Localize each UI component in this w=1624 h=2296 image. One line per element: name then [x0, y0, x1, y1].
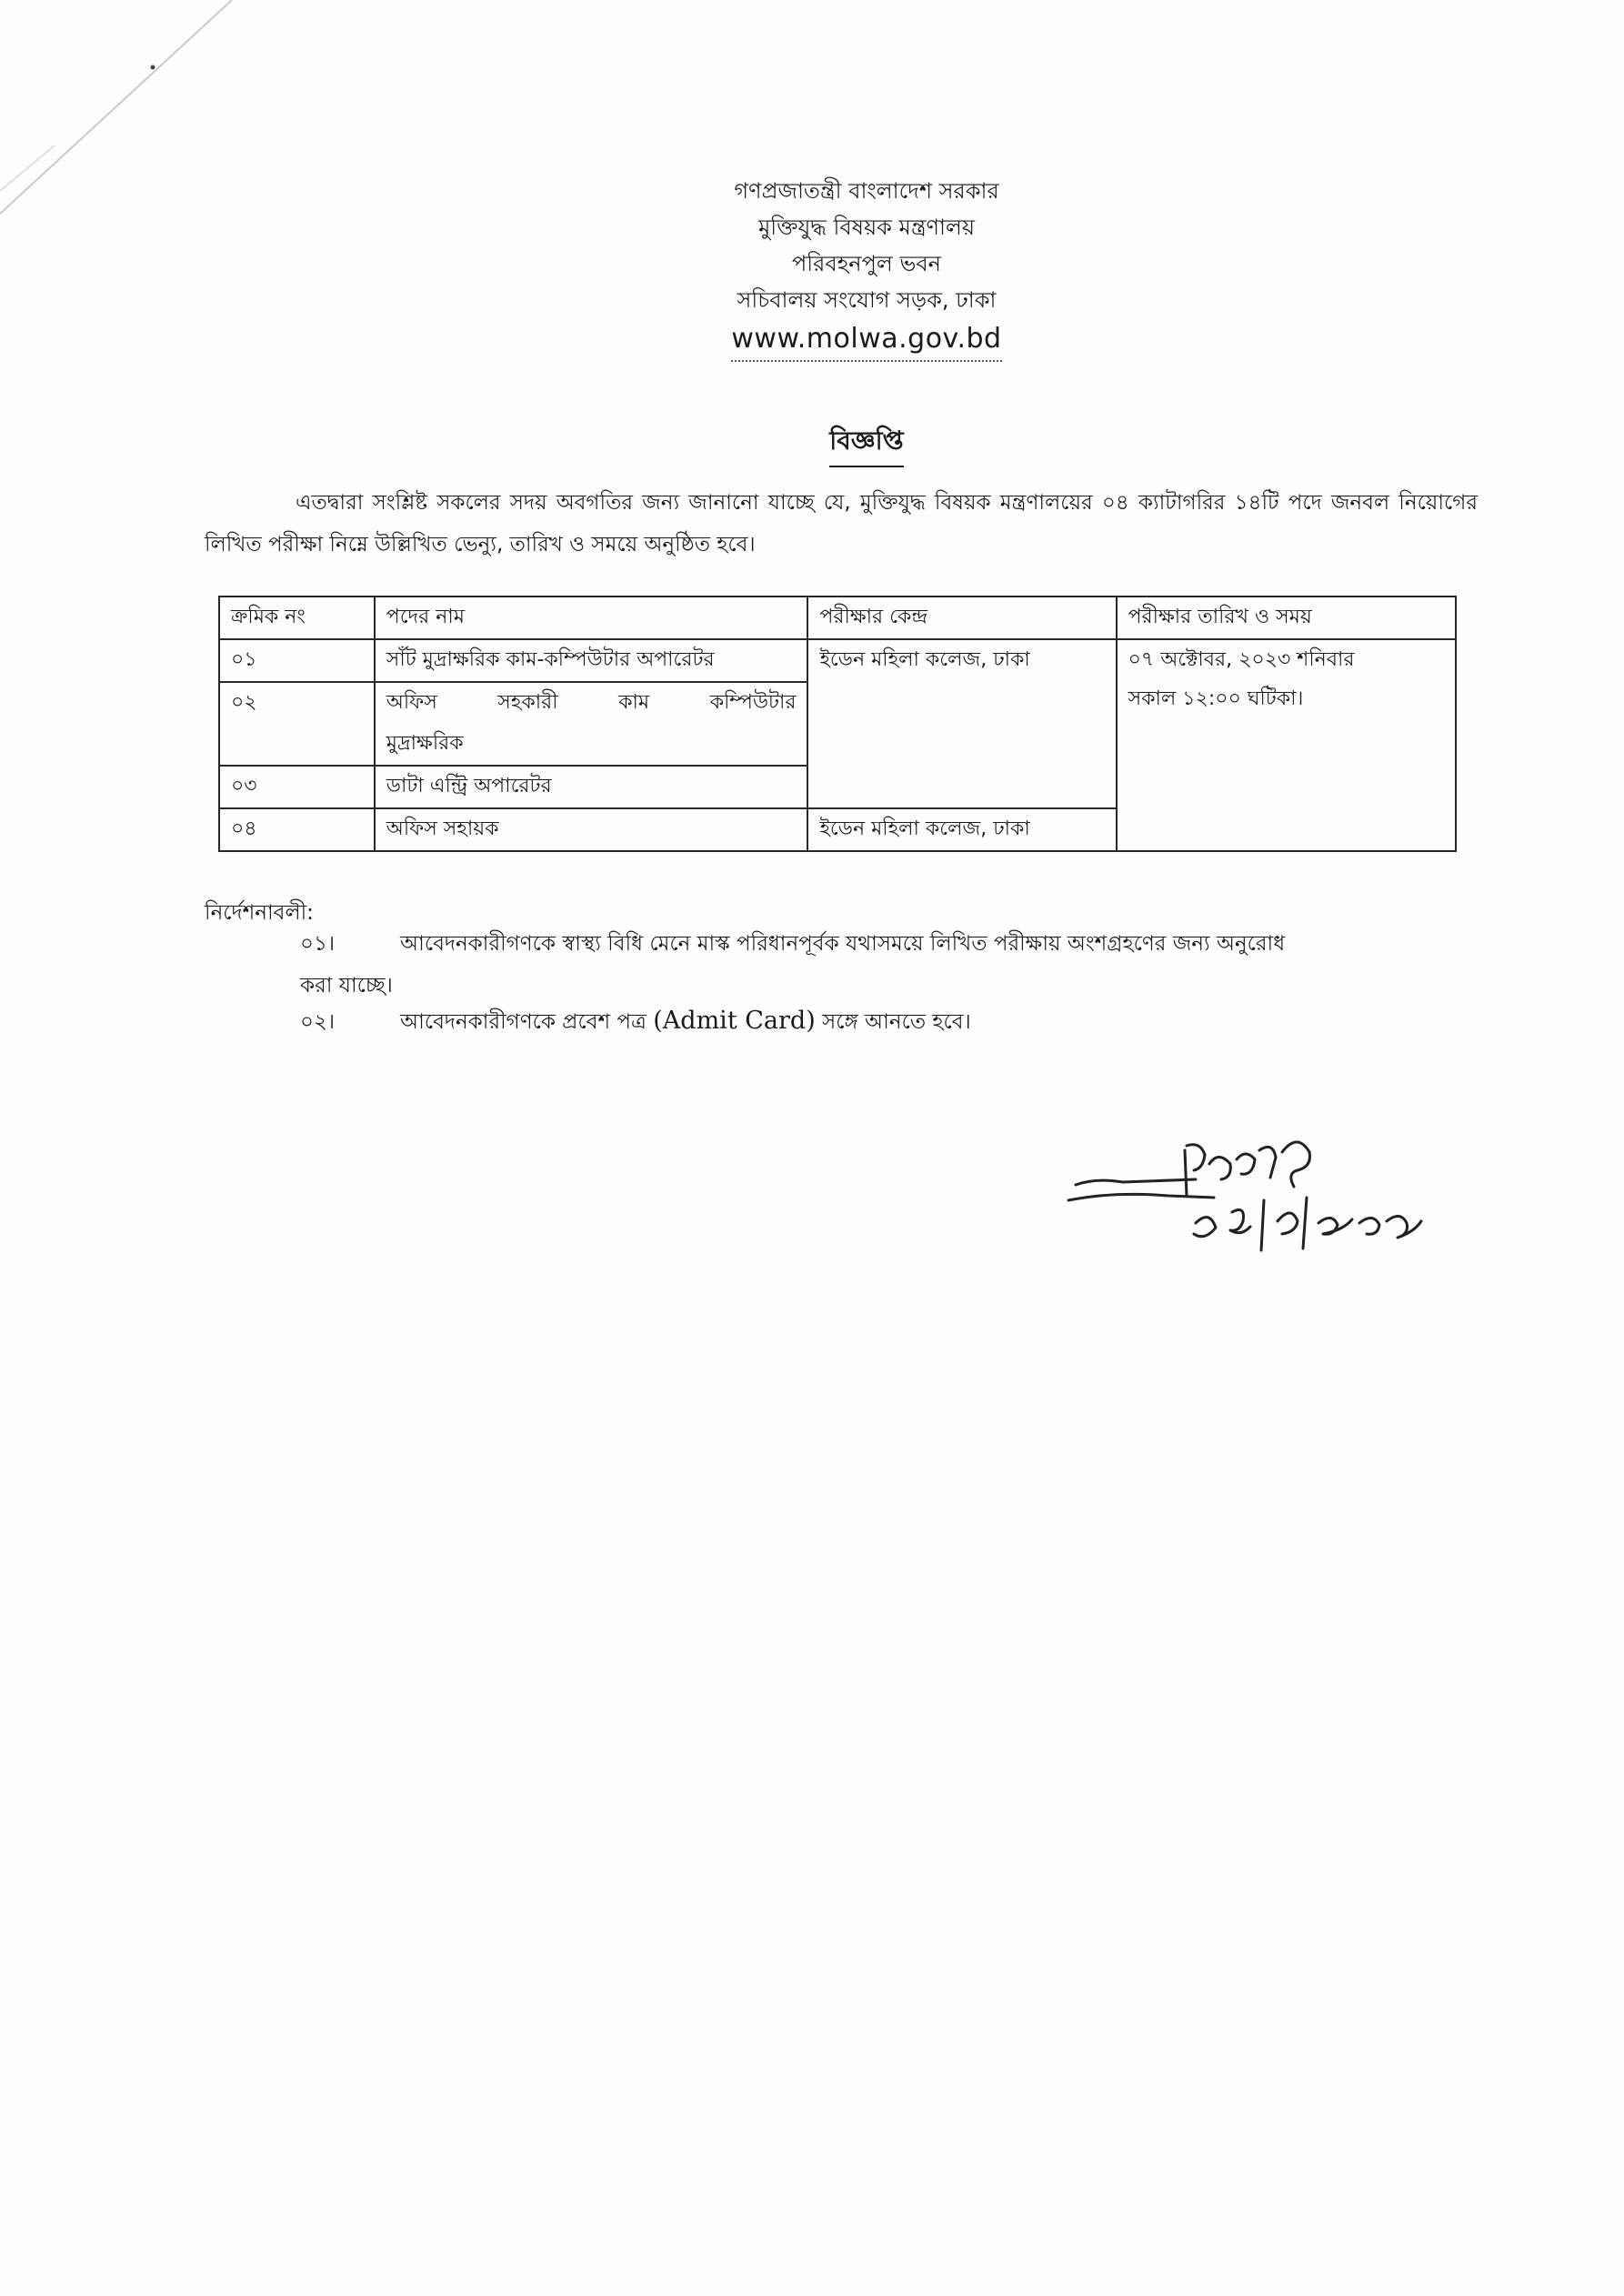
row-center: ইডেন মহিলা কলেজ, ঢাকা	[807, 639, 1116, 808]
row-datetime	[1117, 639, 1456, 851]
table-row	[219, 639, 1456, 682]
government-name: গণপ্রজাতন্ত্রী বাংলাদেশ সরকার	[734, 178, 999, 204]
row-serial: ০৩	[219, 766, 375, 808]
admit-card-label: (Admit Card)	[653, 1007, 816, 1035]
website-link[interactable]: www.molwa.gov.bd	[731, 318, 1001, 362]
instruction-continuation: করা যাচ্ছে।	[300, 974, 393, 998]
letterhead	[0, 173, 1624, 362]
row-serial: ০৪	[219, 808, 375, 851]
instruction-item	[300, 1000, 1482, 1043]
building-name: পরিবহনপুল ভবন	[791, 251, 942, 276]
notice-title-text: বিজ্ঞপ্তি	[829, 421, 903, 467]
table-header-row	[219, 597, 1456, 639]
instruction-number: ০২।	[300, 1010, 336, 1034]
handwritten-signature	[1059, 1114, 1496, 1323]
instruction-item	[300, 923, 1482, 1007]
row-post-line2: মুদ্রাক্ষরিক	[386, 732, 464, 755]
notice-intro: এতদ্বারা সংশ্লিষ্ট সকলের সদয় অবগতির জন্য জানানো যাচ্ছে যে, মুক্তিযুদ্ধ বিষয়ক মন্ত্রণালয়ের ০৪ ক্যাটাগরির ১৪টি পদে জনবল নিয়োগের লিখিত পরীক্ষা নিম্নে উল্লিখিত ভেন্যু, তারিখ ও সময়ে অনুষ্ঠিত হবে।	[205, 491, 1478, 556]
instruction-text: আবেদনকারীগণকে প্রবেশ পত্র	[400, 1010, 654, 1034]
header-datetime: পরীক্ষার তারিখ ও সময়	[1117, 597, 1456, 639]
row-center: ইডেন মহিলা কলেজ, ঢাকা	[807, 808, 1116, 851]
row-post-line1: অফিস সহকারী কাম কম্পিউটার	[386, 691, 797, 714]
row-post: অফিস সহায়ক	[375, 808, 808, 851]
row-serial: ০২	[219, 682, 375, 766]
ministry-name: মুক্তিযুদ্ধ বিষয়ক মন্ত্রণালয়	[757, 215, 976, 240]
row-post: ডাটা এন্ট্রি অপারেটর	[375, 766, 808, 808]
instructions-title: নির্দেশনাবলী:	[205, 901, 314, 925]
address: সচিবালয় সংযোগ সড়ক, ঢাকা	[737, 287, 997, 313]
exam-schedule-table	[218, 596, 1457, 852]
row-serial: ০১	[219, 639, 375, 682]
exam-date: ০৭ অক্টোবর, ২০২৩ শনিবার	[1128, 648, 1355, 671]
header-post: পদের নাম	[375, 597, 808, 639]
instruction-text: আবেদনকারীগণকে স্বাস্থ্য বিধি মেনে মাস্ক পরিধানপূর্বক যথাসময়ে লিখিত পরীক্ষায় অংশগ্রহণের জন্য অনুরোধ	[400, 932, 1286, 956]
row-post: সাঁট মুদ্রাক্ষরিক কাম-কম্পিউটার অপারেটর	[375, 639, 808, 682]
instruction-number: ০১।	[300, 932, 336, 956]
exam-time: সকাল ১২:০০ ঘটিকা।	[1128, 687, 1304, 710]
notice-title	[0, 421, 1624, 467]
header-serial: ক্রমিক নং	[219, 597, 375, 639]
row-post	[375, 682, 808, 766]
instruction-text-end: সঙ্গে আনতে হবে।	[815, 1010, 971, 1034]
header-center: পরীক্ষার কেন্দ্র	[807, 597, 1116, 639]
